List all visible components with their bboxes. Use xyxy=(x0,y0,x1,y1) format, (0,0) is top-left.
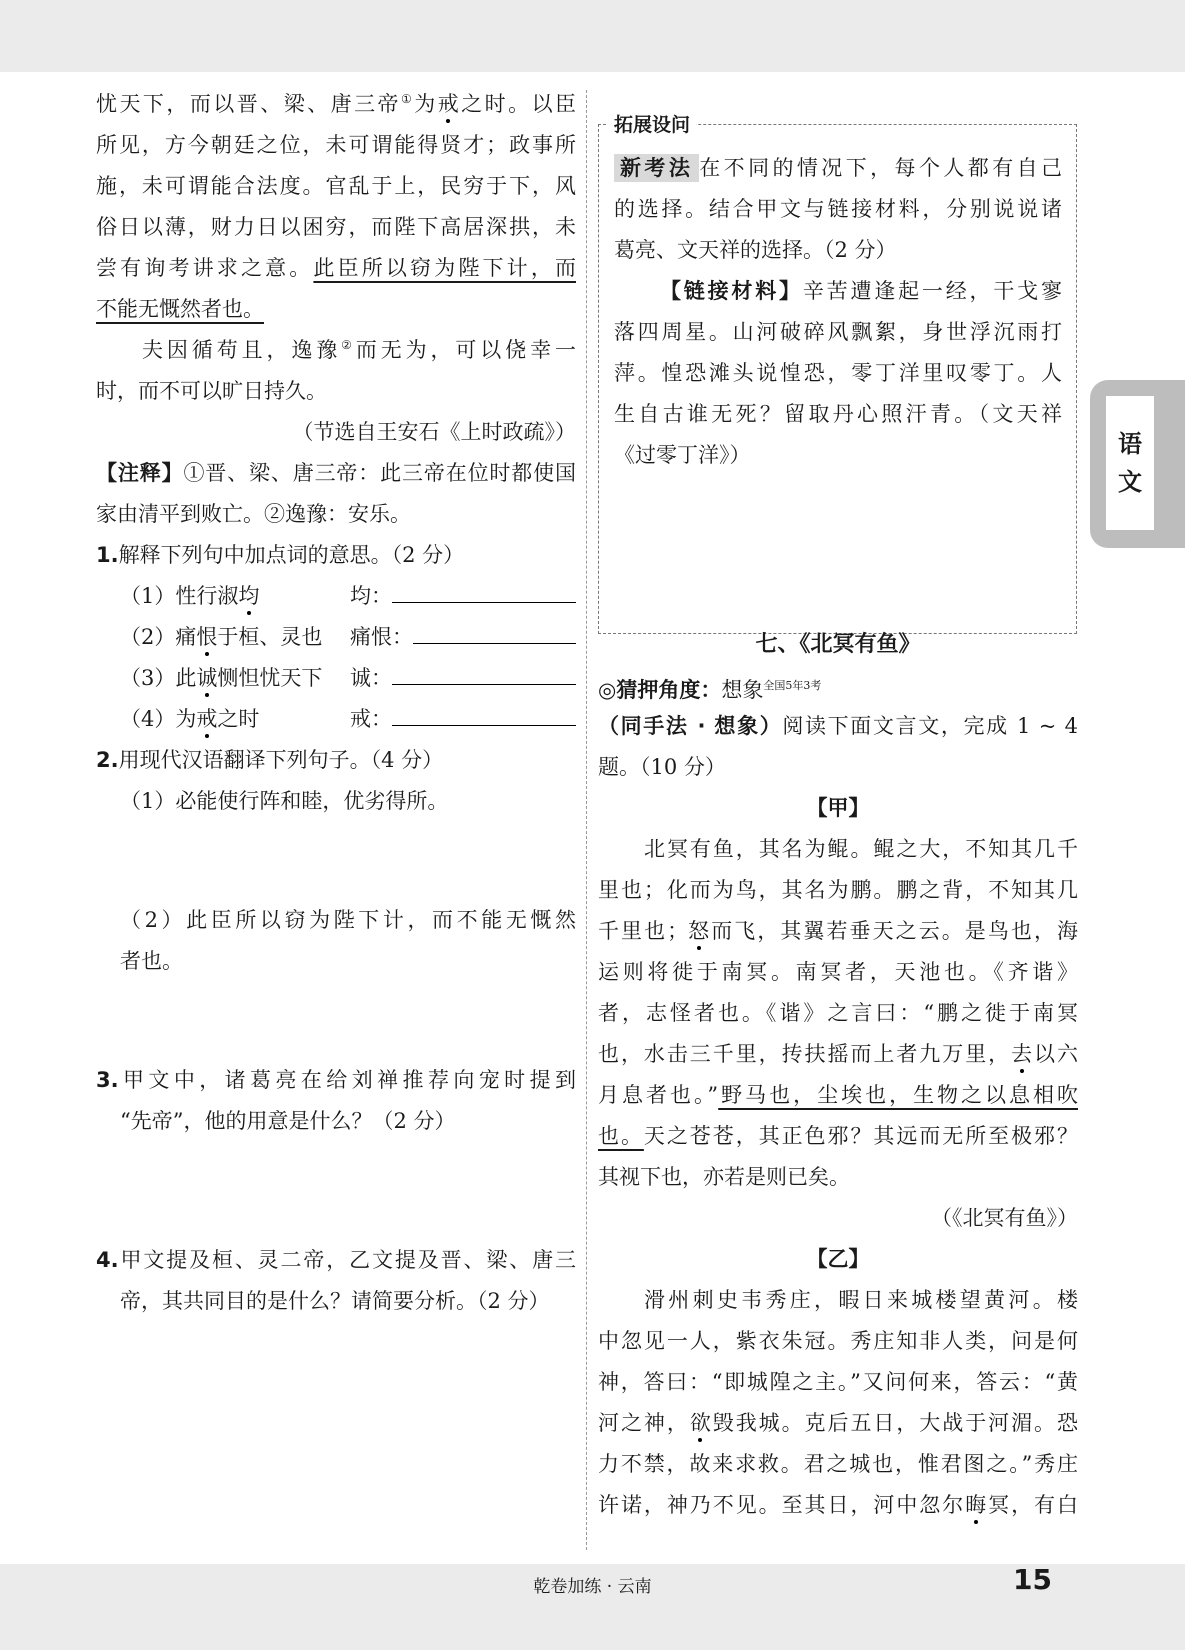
subject-tab xyxy=(1090,380,1185,548)
passage-line xyxy=(96,289,576,330)
question-3: “先帝”，他的用意是什么？（2 分） xyxy=(120,1109,456,1133)
jia-title: 【甲】 xyxy=(806,796,870,820)
dotted-char: 戒 xyxy=(196,699,217,740)
jia-line: 也，水击三千里，抟扶摇而上者九万里，去以六 xyxy=(598,1034,1078,1075)
guess-angle: ◎猜押角度：想象$^{全国5年3考}$ xyxy=(598,678,822,702)
dotted-char: 怒 xyxy=(688,911,709,952)
passage-line: 忧天下，而以晋、梁、唐三帝①为戒之时。以臣 xyxy=(96,84,576,125)
underlined-text: 不能无慨然者也。 xyxy=(96,297,264,321)
link-material: 萍。惶恐滩头说惶恐，零丁洋里叹零丁。人 xyxy=(614,361,1062,385)
answer-blank[interactable] xyxy=(413,619,576,644)
box-title: 拓展设问 xyxy=(608,110,696,137)
jia-line: 月息者也。”野马也，尘埃也，生物之以息相吹 xyxy=(598,1083,1078,1107)
answer-blank[interactable] xyxy=(392,660,576,685)
link-material: 落四周星。山河破碎风飘絮，身世浮沉雨打 xyxy=(614,320,1062,344)
box-line: 的选择。结合甲文与链接材料，分别说说诸 xyxy=(614,197,1062,221)
dotted-char: 诚 xyxy=(196,658,217,699)
answer-space[interactable] xyxy=(96,822,576,900)
right-column xyxy=(598,624,1078,1526)
intro: 题。（10 分） xyxy=(598,755,726,779)
yi-line: 中忽见一人，紫衣朱冠。秀庄知非人类，问是何 xyxy=(598,1329,1078,1353)
passage-line: 夫因循苟且，逸豫②而无为，可以侥幸一 xyxy=(142,338,576,362)
box-line: 新考法 在不同的情况下，每个人都有自己 xyxy=(614,148,1062,189)
question-2: 2.用现代汉语翻译下列句子。（4 分） xyxy=(96,748,444,772)
jia-line: 其视下也，亦若是则已矣。 xyxy=(598,1165,850,1189)
jia-line: 北冥有鱼，其名为鲲。鲲之大，不知其几千 xyxy=(644,837,1078,861)
link-material: 生自古谁无死？留取丹心照汗青。（文天祥 xyxy=(614,402,1062,426)
source-citation: （节选自王安石《上时政疏》） xyxy=(292,420,576,444)
dotted-char: 戒 xyxy=(438,84,459,125)
question-3: 3.甲文中，诸葛亮在给刘禅推荐向宠时提到 xyxy=(96,1068,576,1092)
passage-line: 时，而不可以旷日持久。 xyxy=(96,379,327,403)
q1-item: （3）此诚恻怛忧天下 诚： xyxy=(96,658,576,699)
answer-blank[interactable] xyxy=(392,701,576,726)
dotted-char: 均 xyxy=(238,576,259,617)
q2-sentence-2: （2）此臣所以窃为陛下计，而不能无慨然 xyxy=(120,908,576,932)
underlined-text: 也。 xyxy=(598,1124,644,1148)
dotted-char: 晦 xyxy=(965,1485,986,1526)
subject-tab-label: 语 文 xyxy=(1106,396,1154,530)
box-content xyxy=(614,148,1062,476)
jia-line: 里也；化而为鸟，其名为鹏。鹏之背，不知其几 xyxy=(598,878,1078,902)
passage-line: 施，未可谓能合法度。官乱于上，民穷于下，风 xyxy=(96,174,576,198)
dotted-char: 欲 xyxy=(690,1403,711,1444)
yi-line: 神，答曰：“即城隍之主。”又问何来，答云：“黄 xyxy=(598,1370,1078,1394)
question-4: 4.甲文提及桓、灵二帝，乙文提及晋、梁、唐三 xyxy=(96,1248,576,1272)
yi-line: 河之神，欲毁我城。克后五日，大战于河湄。恐 xyxy=(598,1403,1078,1444)
passage-line: 俗日以薄，财力日以困穷，而陛下高居深拱，未 xyxy=(96,215,576,239)
q2-sentence-2: 者也。 xyxy=(120,949,183,973)
new-method-tag: 新考法 xyxy=(614,154,699,182)
left-column xyxy=(96,84,576,1322)
q1-item: （1）性行淑均 均： xyxy=(96,576,576,617)
footer-text: 乾卷加练 · 云南 xyxy=(533,1577,652,1597)
underlined-text: 此臣所以窃为陛下计，而 xyxy=(313,256,576,280)
passage-line: 所见，方今朝廷之位，未可谓能得贤才；政事所 xyxy=(96,133,576,157)
section-heading: 七、《北冥有鱼》 xyxy=(755,632,921,657)
intro: （同手法 · 想象）阅读下面文言文，完成 1 ~ 4 xyxy=(598,714,1079,738)
top-band xyxy=(0,0,1185,72)
yi-line: 许诺，神乃不见。至其日，河中忽尔晦冥，有白 xyxy=(598,1485,1078,1526)
jia-line: 者，志怪者也。《谐》之言曰：“鹏之徙于南冥 xyxy=(598,1001,1078,1025)
column-divider xyxy=(586,90,587,1550)
q1-item: （2）痛恨于桓、灵也 痛恨： xyxy=(96,617,576,658)
notes: 【注释】①晋、梁、唐三帝：此三帝在位时都使国 xyxy=(96,461,577,485)
jia-source: （《北冥有鱼》） xyxy=(931,1206,1078,1230)
question-1: 1.解释下列句中加点词的意思。（2 分） xyxy=(96,543,465,567)
q2-sentence-1: （1）必能使行阵和睦，优劣得所。 xyxy=(120,789,449,813)
q1-item: （4）为戒之时 戒： xyxy=(96,699,576,740)
jia-line: 运则将徙于南冥。南冥者，天池也。《齐谐》 xyxy=(598,960,1078,984)
link-material: 《过零丁洋》） xyxy=(614,443,751,467)
dotted-char: 恨 xyxy=(196,617,217,658)
box-line: 葛亮、文天祥的选择。（2 分） xyxy=(614,238,897,262)
link-material: 【链接材料】辛苦遭逢起一经，干戈寥 xyxy=(660,279,1062,303)
question-4: 帝，其共同目的是什么？请简要分析。（2 分） xyxy=(120,1289,550,1313)
passage-line: 尝有询考讲求之意。此臣所以窃为陛下计，而 xyxy=(96,256,576,280)
answer-space[interactable] xyxy=(96,1142,576,1240)
jia-line: 千里也；怒而飞，其翼若垂天之云。是鸟也，海 xyxy=(598,911,1078,952)
answer-space[interactable] xyxy=(96,982,576,1060)
jia-line: 也。天之苍苍，其正色邪？其远而无所至极邪？ xyxy=(598,1124,1079,1148)
underlined-text: 野马也，尘埃也，生物之以息相吹 xyxy=(718,1083,1078,1107)
dotted-char: 去 xyxy=(1011,1034,1032,1075)
page-number: 15 xyxy=(1013,1563,1052,1596)
yi-title: 【乙】 xyxy=(806,1247,870,1271)
yi-line: 滑州刺史韦秀庄，暇日来城楼望黄河。楼 xyxy=(644,1288,1078,1312)
notes: 家由清平到败亡。②逸豫：安乐。 xyxy=(96,502,411,526)
answer-blank[interactable] xyxy=(392,578,576,603)
yi-line: 力不禁，故来求救。君之城也，惟君图之。”秀庄 xyxy=(598,1452,1078,1476)
